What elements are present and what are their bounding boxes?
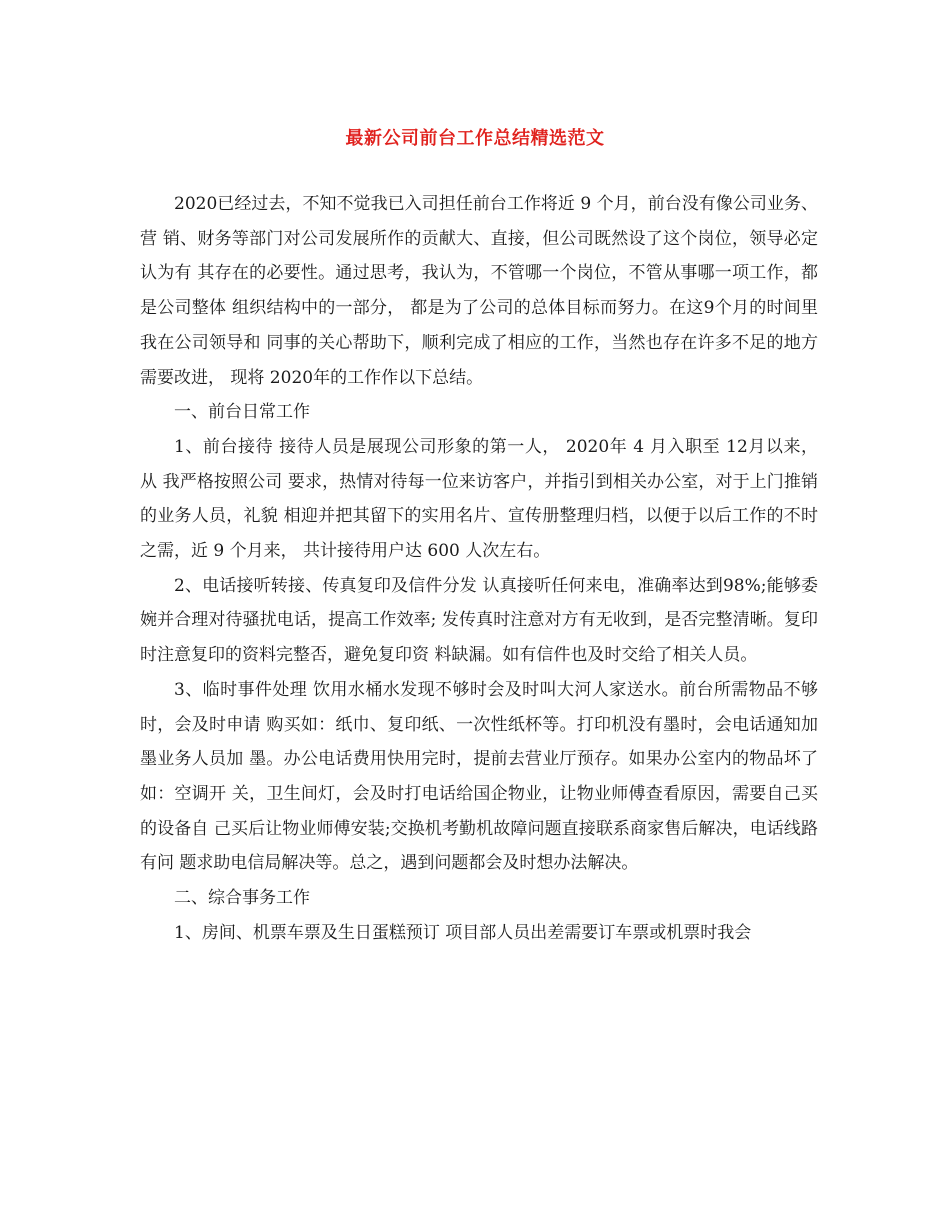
paragraph-phone-fax: 2、电话接听转接、传真复印及信件分发 认真接听任何来电，准确率达到98%;能够委婉并合理对待骚扰电话，提高工作效率; 发传真时注意对方有无收到，是否完整清晰。复印时注意复印的资料完整否，避免复印资 料缺漏。如有信件也及时交给了相关人员。: [140, 575, 818, 666]
section-heading-front-desk-daily: 一、前台日常工作: [174, 402, 310, 423]
paragraph-reception: 1、前台接待 接待人员是展现公司形象的第一人， 2020年 4 月入职至 12月以来， 从 我严格按照公司 要求，热情对待每一位来访客户，并指引到相关办公室，对于上门推销的业务人员，礼貌 相迎并把其留下的实用名片、宣传册整理归档，以便于以后工作的不时之需，近 9 个月来， 共计接待用户达 600 人次左右。: [140, 436, 818, 562]
document-body: [140, 187, 818, 950]
section-heading-general-affairs: 二、综合事务工作: [174, 888, 310, 909]
paragraph-booking: 1、房间、机票车票及生日蛋糕预订 项目部人员出差需要订车票或机票时我会: [174, 922, 752, 943]
document-title: 最新公司前台工作总结精选范文: [345, 128, 605, 149]
paragraph-intro: 2020已经过去，不知不觉我已入司担任前台工作将近 9 个月，前台没有像公司业务、营 销、财务等部门对公司发展所作的贡献大、直接，但公司既然设了这个岗位，领导必定认为有 其存在的必要性。通过思考，我认为，不管哪一个岗位，不管从事哪一项工作，都是公司整体 组织结构中的一部分， 都是为了公司的总体目标而努力。在这9个月的时间里我在公司领导和 同事的关心帮助下，顺利完成了相应的工作，当然也存在许多不足的地方需要改进， 现将 2020年的工作作以下总结。: [140, 194, 818, 388]
paragraph-temporary-events: 3、临时事件处理 饮用水桶水发现不够时会及时叫大河人家送水。前台所需物品不够时，会及时申请 购买如：纸巾、复印纸、一次性纸杯等。打印机没有墨时，会电话通知加墨业务人员加 墨。办公电话费用快用完时，提前去营业厅预存。如果办公室内的物品坏了如：空调开 关，卫生间灯，会及时打电话给国企物业，让物业师傅查看原因，需要自己买的设备自 己买后让物业师傅安装;交换机考勤机故障问题直接联系商家售后解决，电话线路有问 题求助电信局解决等。总之，遇到问题都会及时想办法解决。: [140, 679, 818, 874]
